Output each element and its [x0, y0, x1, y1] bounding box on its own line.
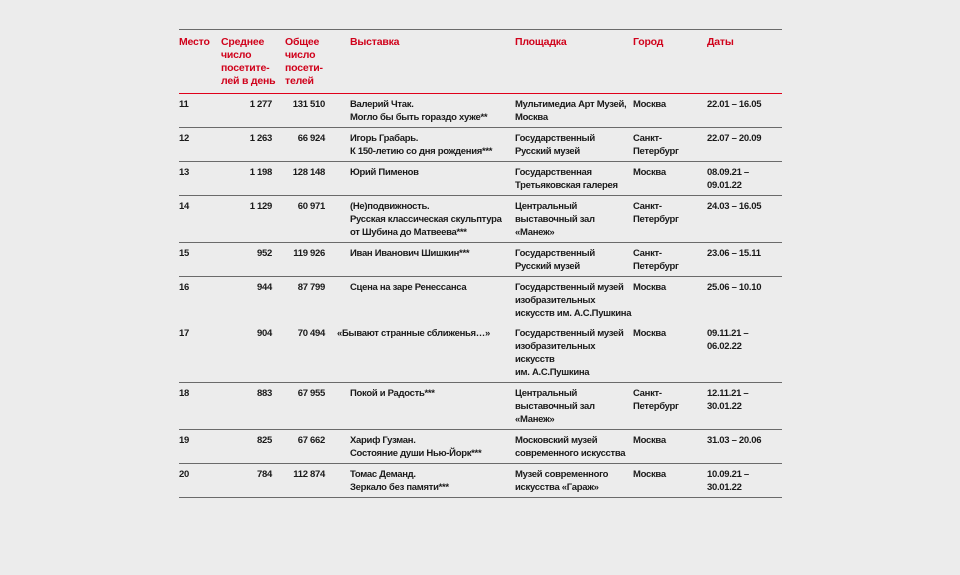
cell-city: Москва	[633, 469, 666, 480]
table-row	[179, 430, 782, 464]
cell-venue: Центральный выставочный зал «Манеж»	[515, 388, 595, 425]
cell-exhibition: Томас Деманд. Зеркало без памяти***	[350, 469, 449, 493]
table-row	[179, 383, 782, 430]
cell-exhibition: Сцена на заре Ренессанса	[350, 282, 467, 293]
exhibition-ranking-table-container	[179, 29, 782, 498]
cell-place: 20	[179, 469, 189, 480]
cell-avg-visitors: 904	[257, 328, 272, 339]
table-row	[179, 277, 782, 324]
cell-venue: Государственная Третьяковская галерея	[515, 167, 618, 191]
cell-place: 14	[179, 201, 189, 212]
header-dates: Даты	[707, 36, 734, 48]
cell-dates: 24.03 – 16.05	[707, 201, 762, 212]
cell-dates: 12.11.21 – 30.01.22	[707, 388, 749, 412]
cell-total-visitors: 131 510	[292, 99, 325, 110]
cell-place: 17	[179, 328, 189, 339]
cell-place: 12	[179, 133, 189, 144]
cell-place: 16	[179, 282, 189, 293]
cell-city: Москва	[633, 328, 666, 339]
cell-avg-visitors: 944	[257, 282, 272, 293]
cell-dates: 22.07 – 20.09	[707, 133, 762, 144]
header-exhibition: Выставка	[350, 36, 400, 48]
cell-city: Москва	[633, 282, 666, 293]
cell-place: 11	[179, 99, 189, 110]
cell-avg-visitors: 952	[257, 248, 272, 259]
cell-total-visitors: 67 955	[297, 388, 325, 399]
cell-place: 18	[179, 388, 189, 399]
table-row	[179, 243, 782, 277]
cell-place: 15	[179, 248, 189, 259]
cell-exhibition: Покой и Радость***	[350, 388, 435, 399]
cell-venue: Московский музей современного искусства	[515, 435, 626, 459]
cell-total-visitors: 67 662	[297, 435, 325, 446]
cell-exhibition: Валерий Чтак. Могло бы быть гораздо хуже**	[350, 99, 488, 123]
cell-total-visitors: 112 874	[293, 469, 325, 480]
cell-place: 13	[179, 167, 189, 178]
cell-exhibition: (Не)подвижность. Русская классическая скульптура от Шубина до Матвеева***	[350, 201, 502, 238]
cell-dates: 08.09.21 – 09.01.22	[707, 167, 749, 191]
cell-avg-visitors: 1 263	[249, 133, 272, 144]
cell-total-visitors: 119 926	[293, 248, 325, 259]
cell-venue: Государственный Русский музей	[515, 133, 595, 157]
cell-city: Санкт-Петербург	[633, 133, 679, 157]
cell-exhibition: Иван Иванович Шишкин***	[350, 248, 470, 259]
cell-venue: Государственный музей изобразительных искусств им. А.С.Пушкина	[515, 328, 624, 378]
header-city: Город	[633, 36, 664, 48]
header-total-visitors: Общее число посети- телей	[285, 36, 323, 87]
cell-venue: Центральный выставочный зал «Манеж»	[515, 201, 595, 238]
cell-city: Санкт-Петербург	[633, 248, 679, 272]
cell-venue: Государственный Русский музей	[515, 248, 595, 272]
table-row	[179, 323, 782, 383]
cell-venue: Музей современного искусства «Гараж»	[515, 469, 609, 493]
cell-total-visitors: 66 924	[297, 133, 325, 144]
cell-dates: 09.11.21 – 06.02.22	[707, 328, 749, 352]
cell-exhibition: Юрий Пименов	[350, 167, 419, 178]
cell-dates: 31.03 – 20.06	[707, 435, 762, 446]
cell-dates: 23.06 – 15.11	[707, 248, 761, 259]
cell-total-visitors: 70 494	[297, 328, 325, 339]
cell-total-visitors: 87 799	[297, 282, 325, 293]
header-place: Место	[179, 36, 210, 48]
table-row	[179, 128, 782, 162]
header-venue: Площадка	[515, 36, 567, 48]
cell-city: Москва	[633, 167, 666, 178]
header-avg-visitors: Среднее число посетите- лей в день	[221, 36, 276, 87]
cell-avg-visitors: 1 198	[249, 167, 272, 178]
cell-total-visitors: 128 148	[292, 167, 325, 178]
cell-place: 19	[179, 435, 189, 446]
table-header-row	[179, 30, 782, 94]
table-row	[179, 196, 782, 243]
cell-avg-visitors: 883	[257, 388, 272, 399]
cell-dates: 10.09.21 – 30.01.22	[707, 469, 749, 493]
cell-city: Москва	[633, 435, 666, 446]
cell-city: Санкт-Петербург	[633, 201, 679, 225]
cell-avg-visitors: 1 277	[249, 99, 272, 110]
table-row	[179, 162, 782, 196]
cell-exhibition: «Бывают странные сближенья…»	[337, 328, 490, 339]
cell-exhibition: Хариф Гузман. Состояние души Нью-Йорк***	[350, 435, 482, 459]
cell-venue: Государственный музей изобразительных искусств им. А.С.Пушкина	[515, 282, 632, 319]
table-row	[179, 464, 782, 498]
cell-total-visitors: 60 971	[297, 201, 325, 212]
exhibition-ranking-table	[179, 29, 782, 498]
cell-avg-visitors: 1 129	[249, 201, 272, 212]
cell-exhibition: Игорь Грабарь. К 150-летию со дня рождения***	[350, 133, 493, 157]
table-row	[179, 94, 782, 128]
cell-dates: 25.06 – 10.10	[707, 282, 762, 293]
cell-venue: Мультимедиа Арт Музей, Москва	[515, 99, 627, 123]
cell-avg-visitors: 825	[257, 435, 272, 446]
cell-avg-visitors: 784	[257, 469, 272, 480]
cell-city: Санкт-Петербург	[633, 388, 679, 412]
cell-dates: 22.01 – 16.05	[707, 99, 762, 110]
cell-city: Москва	[633, 99, 666, 110]
